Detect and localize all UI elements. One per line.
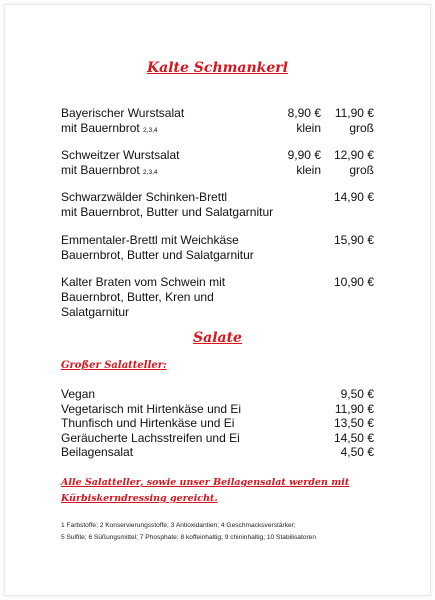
salad-price: 11,90 € <box>334 401 374 416</box>
price-large: 11,90 € <box>334 106 374 120</box>
allergen-footnote <box>61 520 381 544</box>
salad-name: Vegetarisch mit Hirtenkäse und Ei <box>61 401 242 416</box>
price-large: 12,90 € <box>333 148 374 162</box>
item-description: Bauernbrot, Butter, Kren und <box>61 290 214 304</box>
salad-row <box>61 431 374 446</box>
subheading-salatteller: Großer Salatteller: <box>61 360 167 371</box>
price: 10,90 € <box>333 275 374 289</box>
size-label-small: klein <box>296 121 321 135</box>
salad-name: Geräucherte Lachsstreifen und Ei <box>61 430 240 445</box>
footnote-line2: 5 Sulfite; 6 Süßungsmittel; 7 Phosphate; 8 koffeinhaltig; 9 chininhaltig; 10 Stabilisatoren <box>61 534 316 541</box>
salad-row <box>61 416 374 431</box>
menu-item-kalter-braten <box>61 275 374 320</box>
salad-price: 4,50 € <box>340 445 374 459</box>
item-description: mit Bauernbrot 2,3,4 <box>61 163 158 177</box>
menu-item-schinken-brettl <box>61 190 374 220</box>
allergen-codes: 2,3,4 <box>143 169 158 176</box>
item-name: Schweitzer Wurstsalat <box>61 148 180 162</box>
salad-name: Thunfisch und Hirtenkäse und Ei <box>61 416 235 430</box>
section-title-salate: Salate <box>193 330 242 346</box>
salad-name: Beilagensalat <box>61 445 134 459</box>
price-small: 8,90 € <box>287 106 321 120</box>
size-label-small: klein <box>296 163 321 177</box>
item-name: Kalter Braten vom Schwein mit <box>61 275 226 289</box>
salad-row <box>61 445 374 460</box>
item-name: Bayerischer Wurstsalat <box>61 106 185 120</box>
salad-list <box>61 387 374 460</box>
size-label-large: groß <box>349 121 374 135</box>
size-label-large: groß <box>349 163 374 177</box>
footnote-line1: 1 Farbstoffe; 2 Konservierungsstoffe; 3 Antioxidantien; 4 Geschmacksverstärker; <box>61 522 296 529</box>
dressing-note-line2: Kürbiskerndressing gereicht. <box>61 493 218 504</box>
menu-item-schweitzer-wurstsalat <box>61 148 374 180</box>
menu-item-emmentaler-brettl <box>61 233 374 263</box>
item-description: Bauernbrot, Butter und Salatgarnitur <box>61 248 254 262</box>
salad-name: Vegan <box>61 387 96 401</box>
section-title-kalte-schmankerl: Kalte Schmankerl <box>147 60 288 76</box>
dressing-note-line1: Alle Salatteller, sowie unser Beilagensalat werden mit <box>61 477 350 488</box>
salad-price: 13,50 € <box>333 416 374 430</box>
item-description: mit Bauernbrot 2,3,4 <box>61 121 158 135</box>
item-description: mit Bauernbrot, Butter und Salatgarnitur <box>61 205 274 219</box>
price-small: 9,90 € <box>287 148 321 162</box>
salad-price: 14,50 € <box>333 430 374 445</box>
salad-row <box>61 402 374 417</box>
salad-row <box>61 387 374 402</box>
item-name: Emmentaler-Brettl mit Weichkäse <box>61 233 239 247</box>
dressing-note <box>61 475 371 507</box>
item-description-cont: Salatgarnitur <box>61 305 130 319</box>
item-name: Schwarzwälder Schinken-Brettl <box>61 190 228 204</box>
salad-price: 9,50 € <box>340 387 374 401</box>
price: 15,90 € <box>333 233 374 247</box>
menu-item-bayerischer-wurstsalat <box>61 106 374 138</box>
price: 14,90 € <box>333 190 374 204</box>
allergen-codes: 2,3,4 <box>143 127 158 134</box>
